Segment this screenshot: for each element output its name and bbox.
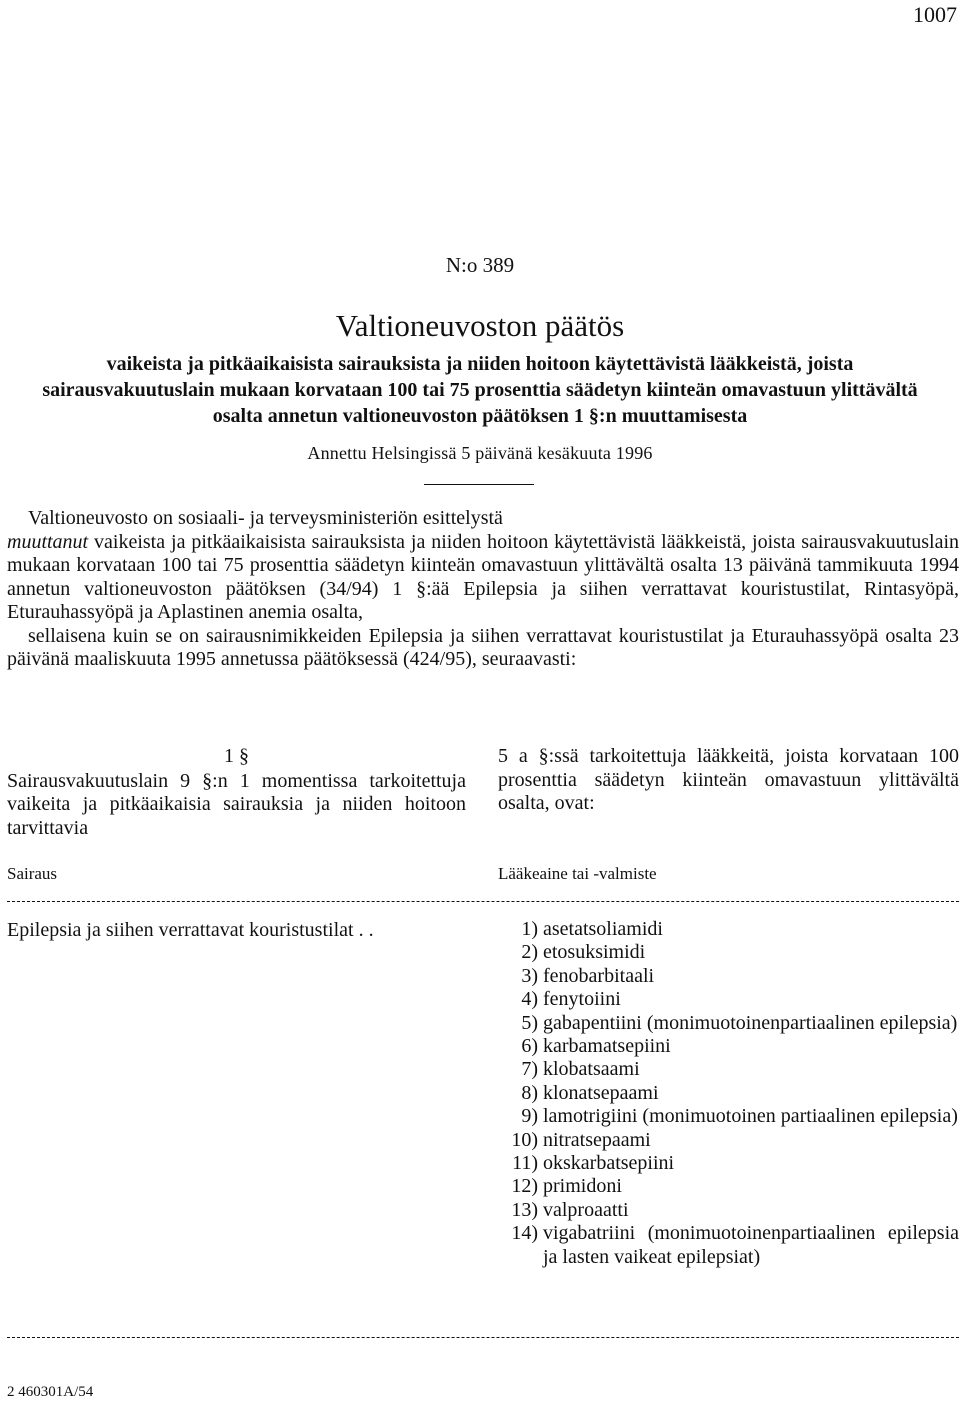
drug-name: vigabatriini (monimuotoinenpartiaalinen epilepsia ja lasten vaikeat epilepsiat)	[543, 1222, 959, 1268]
drug-name: etosuksimidi	[543, 941, 646, 964]
drug-number: 13)	[511, 1198, 538, 1221]
drug-list-item	[498, 1222, 959, 1269]
drug-list-item	[498, 1175, 959, 1198]
drug-name: lamotrigiini (monimuotoinen partiaalinen epilepsia)	[543, 1105, 958, 1128]
drug-number: 8)	[521, 1081, 538, 1104]
drug-list-item	[498, 988, 959, 1011]
drug-number: 3)	[521, 964, 538, 987]
drug-number: 11)	[512, 1152, 538, 1175]
drug-number: 4)	[521, 988, 538, 1011]
print-code: 2 460301A/54	[7, 1384, 94, 1400]
drug-name: gabapentiini (monimuotoinenpartiaalinen epilepsia)	[543, 1011, 958, 1034]
drug-name: fenobarbitaali	[543, 964, 655, 987]
drug-name: okskarbatsepiini	[543, 1152, 675, 1175]
intro-paragraph-2-rest: vaikeista ja pitkäaikaisista sairauksista ja niiden hoitoon käytettävistä lääkkeistä, joista sairausvakuutuslain mukaan korvataan 100 tai 75 prosenttia säädetyn kiinteän omavastuun ylittävältä osalta 13 päivänä tammikuuta 1994 annetun valtioneuvoston päätöksen (34/94) 1 §:ää Epilepsia ja siihen verrattavat kouristustilat, Rintasyöpä, Eturauhassyöpä ja Aplastinen anemia osalta,	[7, 530, 959, 623]
drug-number: 12)	[511, 1175, 538, 1198]
table-header-disease: Sairaus	[7, 864, 58, 883]
intro-paragraph-3: sellaisena kuin se on sairausnimikkeiden Epilepsia ja siihen verrattavat kouristustilat ja Eturauhassyöpä osalta 23 päivänä maaliskuuta 1995 annetussa päätöksessä (424/95), seuraavasti:	[7, 624, 959, 670]
table-header-drug: Lääkeaine tai -valmiste	[498, 864, 657, 883]
drug-name: asetatsoliamidi	[543, 918, 663, 940]
drug-list-item	[498, 1129, 959, 1152]
drug-list-item	[498, 1152, 959, 1175]
drug-list-item	[498, 941, 959, 964]
document-number: N:o 389	[445, 253, 515, 277]
date-given: Annettu Helsingissä 5 päivänä kesäkuuta 1996	[307, 443, 653, 463]
drug-number: 7)	[521, 1058, 538, 1081]
table-disease-cell: Epilepsia ja siihen verrattavat kouristustilat . .	[7, 919, 374, 941]
title-divider	[424, 484, 534, 485]
drug-name: primidoni	[543, 1175, 622, 1198]
drug-name: fenytoiini	[543, 988, 621, 1011]
amended-word: muuttanut	[7, 530, 89, 553]
intro-paragraph-1: Valtioneuvosto on sosiaali- ja terveysministeriön esittelystä	[28, 507, 503, 529]
drug-number: 10)	[511, 1128, 538, 1151]
drug-list-item	[498, 965, 959, 988]
drug-number: 6)	[521, 1035, 538, 1058]
drug-name: valproaatti	[543, 1198, 629, 1221]
page-number: 1007	[913, 2, 957, 27]
intro-text	[7, 507, 959, 672]
section-left-column	[7, 745, 466, 840]
drug-list-item	[498, 1082, 959, 1105]
table-top-dashed-rule	[7, 901, 959, 902]
section-right-column	[498, 745, 959, 816]
drug-list-item	[498, 1199, 959, 1222]
drug-list-item	[498, 1035, 959, 1058]
drug-name: klobatsaami	[543, 1058, 640, 1081]
drug-name: nitratsepaami	[543, 1128, 651, 1151]
drug-list-item	[498, 1058, 959, 1081]
section-heading: 1 §	[224, 745, 249, 767]
drug-number: 1)	[521, 918, 538, 940]
drug-number: 2)	[521, 941, 538, 964]
intro-paragraph-2	[7, 531, 959, 625]
drug-name: klonatsepaami	[543, 1081, 659, 1104]
drug-list	[498, 918, 959, 1269]
section-text-right: 5 a §:ssä tarkoitettuja lääkkeitä, joista korvataan 100 prosenttia säädetyn kiinteän omavastuun ylittävältä osalta, ovat:	[498, 745, 959, 814]
table-bottom-dashed-rule	[7, 1337, 959, 1338]
drug-number: 14)	[511, 1222, 538, 1245]
drug-list-item	[498, 918, 959, 941]
drug-number: 9)	[521, 1105, 538, 1128]
section-text-left: Sairausvakuutuslain 9 §:n 1 momentissa tarkoitettuja vaikeita ja pitkäaikaisia sairauksia ja niiden hoitoon tarvittavia	[7, 769, 466, 839]
drug-list-item	[498, 1012, 959, 1035]
document-title: Valtioneuvoston päätös	[335, 308, 625, 343]
drug-name: karbamatsepiini	[543, 1035, 671, 1058]
drug-number: 5)	[521, 1011, 538, 1034]
document-subtitle: vaikeista ja pitkäaikaisista sairauksista ja niiden hoitoon käytettävistä lääkkeistä, joista sairausvakuutuslain mukaan korvataan 100 tai 75 prosenttia säädetyn kiinteän omavastuun ylittävältä osalta annetun valtioneuvoston päätöksen 1 §:n muuttamisesta	[42, 353, 918, 427]
drug-list-item	[498, 1105, 959, 1128]
